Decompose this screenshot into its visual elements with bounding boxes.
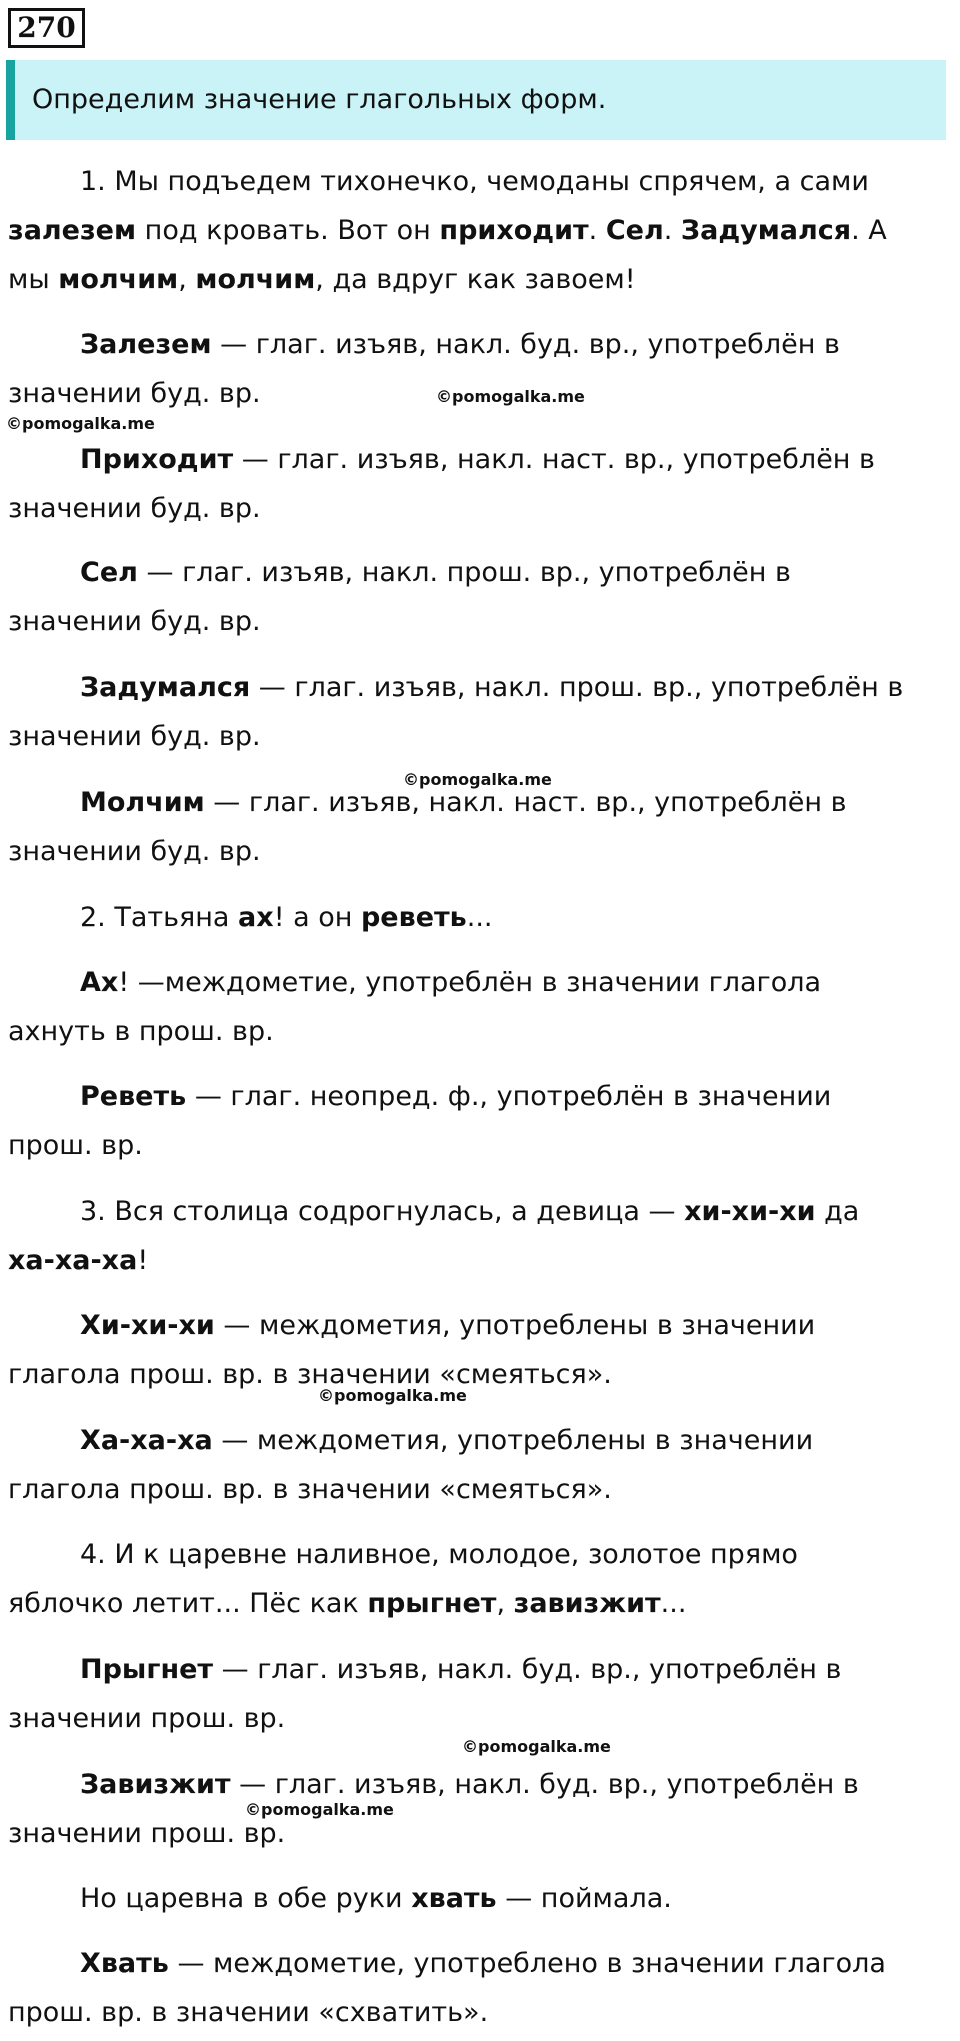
- bold-term: Хвать: [80, 1948, 169, 1979]
- text-run: — глаг. изъяв, накл. наст. вр., употреблён в: [233, 444, 875, 475]
- text-run: ...: [466, 902, 493, 933]
- text-run: прош. вр.: [8, 1130, 143, 1161]
- paragraph: [8, 1301, 958, 1399]
- text-run: — глаг. изъяв, накл. наст. вр., употреблён в: [204, 787, 847, 818]
- text-run: — междометия, употреблены в значении: [214, 1310, 816, 1341]
- text-run: Но царевна в обе руки: [80, 1883, 412, 1914]
- text-line: [8, 663, 958, 712]
- bold-term: ах: [238, 902, 274, 933]
- text-run: !: [137, 1245, 149, 1276]
- paragraph: [8, 958, 958, 1056]
- text-line: [8, 1465, 958, 1514]
- text-run: — междометия, употреблены в значении: [212, 1425, 814, 1456]
- text-run: , да вдруг как завоем!: [315, 264, 636, 295]
- text-line: [8, 320, 958, 369]
- text-run: ,: [178, 264, 196, 295]
- watermark: ©pomogalka.me: [462, 1737, 611, 1756]
- watermark: ©pomogalka.me: [245, 1800, 394, 1819]
- paragraph: [8, 1187, 958, 1285]
- paragraph: [8, 1645, 958, 1743]
- text-run: значении прош. вр.: [8, 1703, 286, 1734]
- bold-term: Сел: [80, 557, 138, 588]
- text-line: [8, 1350, 958, 1399]
- bold-term: Сел: [605, 215, 664, 246]
- text-line: [8, 1121, 958, 1170]
- bold-term: Задумался: [80, 672, 251, 703]
- text-line: [8, 827, 958, 876]
- bold-term: Приходит: [80, 444, 234, 475]
- paragraph: [8, 1874, 958, 1923]
- text-line: [8, 548, 958, 597]
- bold-term: реветь: [360, 902, 467, 933]
- text-line: [8, 893, 958, 942]
- paragraph: [8, 663, 958, 761]
- bold-term: Ах: [80, 967, 119, 998]
- text-line: [8, 1007, 958, 1056]
- text-run: . А: [851, 215, 887, 246]
- bold-term: Реветь: [80, 1081, 187, 1112]
- text-run: 2. Татьяна: [80, 902, 239, 933]
- text-run: — глаг. изъяв, накл. прош. вр., употреблён в: [250, 672, 904, 703]
- text-run: ! а он: [273, 902, 361, 933]
- text-run: значении буд. вр.: [8, 721, 261, 752]
- bold-term: Завизжит: [80, 1769, 231, 1800]
- text-run: значении буд. вр.: [8, 606, 261, 637]
- paragraph: [8, 157, 958, 304]
- text-line: [8, 1530, 958, 1579]
- text-line: [8, 1939, 958, 1988]
- text-line: [8, 1187, 958, 1236]
- bold-term: завизжит: [513, 1588, 661, 1619]
- text-run: — поймала.: [496, 1883, 672, 1914]
- paragraph: [8, 1760, 958, 1858]
- text-run: 3. Вся столица содрогнулась, а девица —: [80, 1196, 685, 1227]
- text-run: — междометие, употреблено в значении глагола: [168, 1948, 886, 1979]
- text-line: [8, 435, 958, 484]
- paragraph: [8, 1939, 958, 2037]
- bold-term: залезем: [8, 215, 137, 246]
- bold-term: Хи-хи-хи: [80, 1310, 215, 1341]
- text-line: [8, 1579, 958, 1628]
- text-line: [8, 1645, 958, 1694]
- bold-term: приходит: [439, 215, 589, 246]
- text-line: [8, 1874, 958, 1923]
- bold-term: молчим: [195, 264, 316, 295]
- text-run: да: [815, 1196, 860, 1227]
- bold-term: ха-ха-ха: [8, 1245, 138, 1276]
- text-line: [8, 157, 958, 206]
- text-run: яблочко летит... Пёс как: [8, 1588, 368, 1619]
- text-run: ! —междометие, употреблён в значении глагола: [118, 967, 822, 998]
- text-run: ...: [660, 1588, 687, 1619]
- text-line: [8, 1694, 958, 1743]
- text-line: [8, 484, 958, 533]
- text-line: [8, 1760, 958, 1809]
- text-line: [8, 1988, 958, 2037]
- text-line: [8, 958, 958, 1007]
- watermark: ©pomogalka.me: [6, 414, 155, 433]
- paragraph: [8, 1416, 958, 1514]
- text-run: — глаг. изъяв, накл. буд. вр., употреблён в: [211, 329, 840, 360]
- text-run: — глаг. изъяв, накл. прош. вр., употреблён в: [137, 557, 791, 588]
- text-run: .: [588, 215, 606, 246]
- paragraph: [8, 1072, 958, 1170]
- text-run: под кровать. Вот он: [136, 215, 440, 246]
- text-run: значении прош. вр.: [8, 1818, 286, 1849]
- text-run: значении буд. вр.: [8, 378, 261, 409]
- text-run: значении буд. вр.: [8, 493, 261, 524]
- text-line: [8, 1072, 958, 1121]
- banner-text: Определим значение глагольных форм.: [32, 84, 607, 115]
- watermark: ©pomogalka.me: [403, 770, 552, 789]
- text-line: [8, 206, 958, 255]
- bold-term: Залезем: [80, 329, 212, 360]
- text-run: глагола прош. вр. в значении «смеяться».: [8, 1359, 612, 1390]
- bold-term: Молчим: [80, 787, 205, 818]
- bold-term: Задумался: [680, 215, 852, 246]
- text-line: [8, 255, 958, 304]
- text-line: [8, 1809, 958, 1858]
- bold-term: Прыгнет: [80, 1654, 214, 1685]
- watermark: ©pomogalka.me: [318, 1386, 467, 1405]
- task-number: 270: [8, 8, 85, 48]
- text-run: — глаг. изъяв, накл. буд. вр., употреблён в: [213, 1654, 842, 1685]
- bold-term: хвать: [411, 1883, 497, 1914]
- task-banner: [6, 60, 946, 140]
- bold-term: молчим: [58, 264, 179, 295]
- watermark: ©pomogalka.me: [436, 387, 585, 406]
- text-line: [8, 1236, 958, 1285]
- text-run: ,: [496, 1588, 514, 1619]
- text-line: [8, 1301, 958, 1350]
- text-run: ахнуть в прош. вр.: [8, 1016, 274, 1047]
- text-run: прош. вр. в значении «схватить».: [8, 1997, 489, 2028]
- text-line: [8, 1416, 958, 1465]
- paragraph: [8, 893, 958, 942]
- bold-term: хи-хи-хи: [684, 1196, 816, 1227]
- text-run: 1. Мы подъедем тихонечко, чемоданы спрячем, а сами: [80, 166, 869, 197]
- paragraph: [8, 1530, 958, 1628]
- text-line: [8, 597, 958, 646]
- text-run: — глаг. неопред. ф., употреблён в значении: [186, 1081, 832, 1112]
- text-line: [8, 712, 958, 761]
- text-run: — глаг. изъяв, накл. буд. вр., употреблён в: [230, 1769, 859, 1800]
- bold-term: Ха-ха-ха: [80, 1425, 213, 1456]
- text-run: значении буд. вр.: [8, 836, 261, 867]
- paragraph: [8, 548, 958, 646]
- text-run: 4. И к царевне наливное, молодое, золотое прямо: [80, 1539, 798, 1570]
- text-run: глагола прош. вр. в значении «смеяться».: [8, 1474, 612, 1505]
- paragraph: [8, 778, 958, 876]
- text-run: мы: [8, 264, 59, 295]
- paragraph: [8, 435, 958, 533]
- text-run: .: [663, 215, 681, 246]
- bold-term: прыгнет: [367, 1588, 497, 1619]
